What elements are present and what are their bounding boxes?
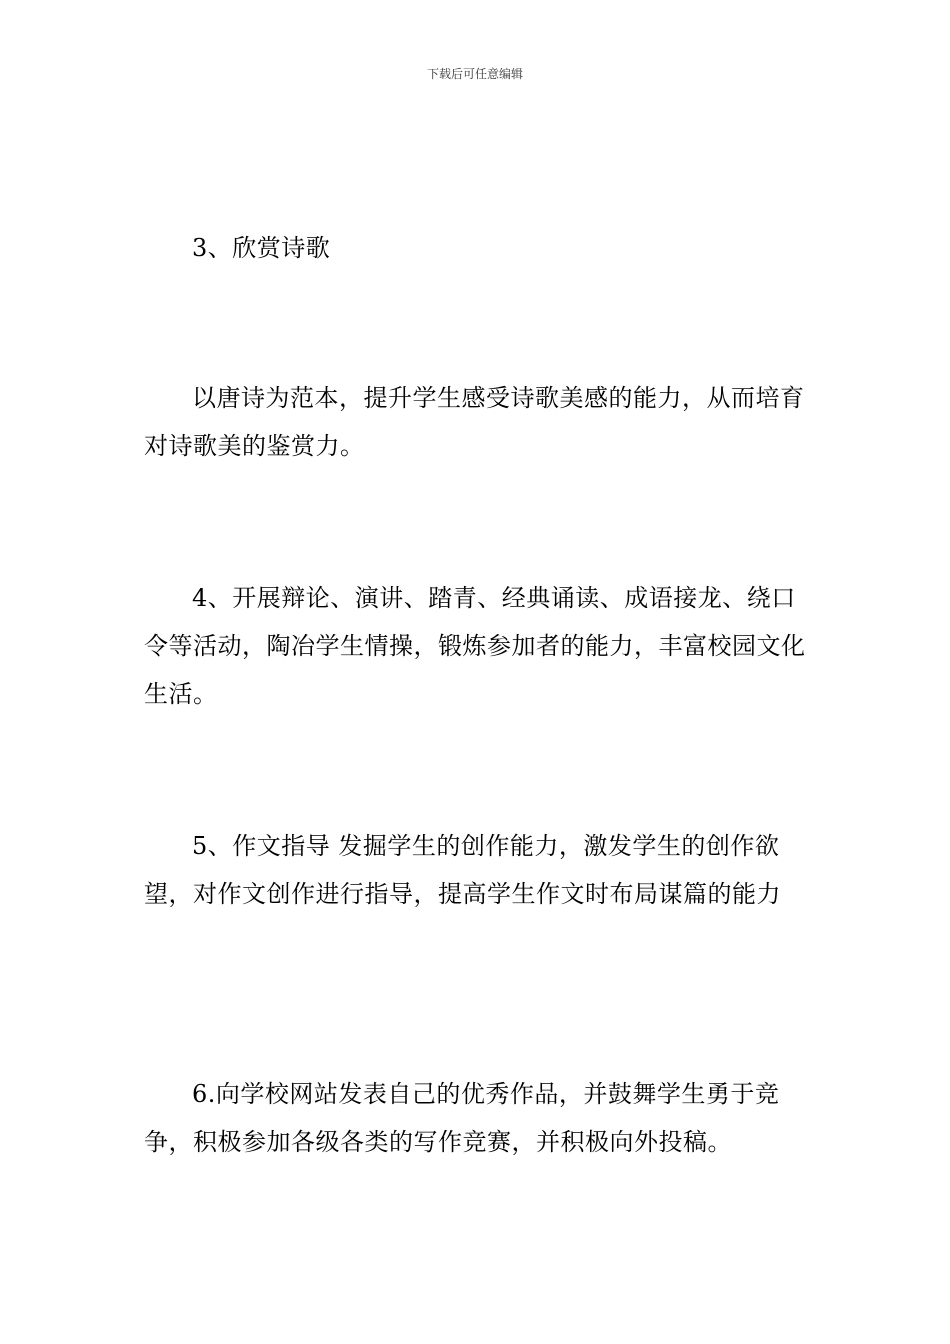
paragraph-writing-guidance: 5、作文指导 发掘学生的创作能力，激发学生的创作欲望，对作文创作进行指导，提高学生作文时布局谋篇的能力 [144, 832, 781, 908]
section-heading-appreciate-poetry: 3、欣赏诗歌 [192, 234, 331, 262]
paragraph-activities: 4、开展辩论、演讲、踏青、经典诵读、成语接龙、绕口令等活动，陶冶学生情操，锻炼参加者的能力，丰富校园文化生活。 [144, 584, 806, 708]
paragraph-publish-works: 6.向学校网站发表自己的优秀作品，并鼓舞学生勇于竞争，积极参加各级各类的写作竞赛，并积极向外投稿。 [144, 1080, 780, 1156]
paragraph-tang-poetry: 以唐诗为范本，提升学生感受诗歌美感的能力，从而培育对诗歌美的鉴赏力。 [144, 384, 805, 460]
page-header: 下载后可任意编辑 [426, 67, 523, 81]
